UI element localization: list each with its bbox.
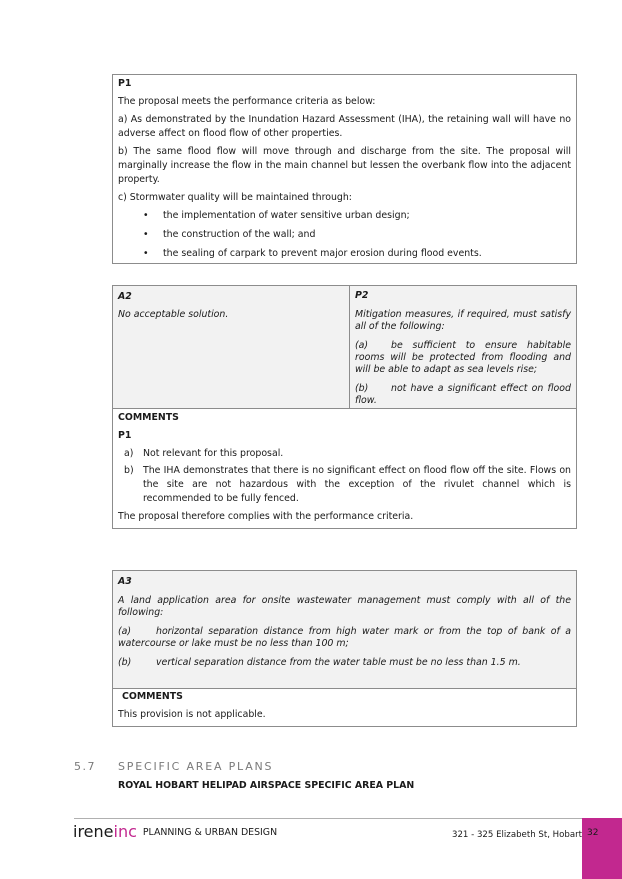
p2-b-marker: (b) xyxy=(355,383,369,394)
a3-b-text: vertical separation distance from the water table must be no less than 1.5 m. xyxy=(156,657,521,668)
list-item xyxy=(118,447,571,461)
p2-a-text: be sufficient to ensure habitable rooms will be protected from flooding and will be able to adapt as sea levels rise; xyxy=(355,340,571,375)
section-number: 5.7 xyxy=(74,760,96,773)
a3-comments-section xyxy=(113,690,576,722)
a3-intro: A land application area for onsite wastewater management must comply with all of the following: xyxy=(118,595,571,618)
a3-b-marker: (b) xyxy=(118,657,132,668)
comments-conclusion: The proposal therefore complies with the performance criteria. xyxy=(118,511,414,522)
list-item: • the implementation of water sensitive urban design; xyxy=(118,209,571,223)
comments-sub-heading: P1 xyxy=(118,430,132,441)
list-item: • the sealing of carpark to prevent major erosion during flood events. xyxy=(118,247,571,261)
a2-heading: A2 xyxy=(118,291,132,302)
p2-point-a xyxy=(355,340,571,376)
list-marker: a) xyxy=(124,448,134,459)
comments-heading: COMMENTS xyxy=(118,412,179,423)
list-marker: b) xyxy=(124,465,134,476)
section-title: SPECIFIC AREA PLANS xyxy=(118,760,274,773)
comments-heading: COMMENTS xyxy=(122,691,183,702)
list-item xyxy=(118,464,571,506)
section-subtitle: ROYAL HOBART HELIPAD AIRSPACE SPECIFIC AREA PLAN xyxy=(118,780,415,791)
acceptable-solution-cell xyxy=(113,286,350,408)
criteria-row xyxy=(113,286,576,409)
a3-a-text: horizontal separation distance from high water mark or from the top of bank of a watercourse or lake must be no less than 100 m; xyxy=(118,626,571,649)
logo-text-inc: inc xyxy=(113,822,137,841)
p2-heading: P2 xyxy=(355,290,369,301)
list-item-text: The IHA demonstrates that there is no significant effect on flood flow off the site. Flows on the site are not hazardous with the exception of the rivulet channel which is recommended to be fully fenced. xyxy=(143,465,571,504)
p2-point-b xyxy=(355,383,571,407)
p1-bullet-list xyxy=(118,209,571,261)
performance-criteria-cell xyxy=(350,286,576,408)
a2-text: No acceptable solution. xyxy=(118,309,229,320)
a3-a-marker: (a) xyxy=(118,626,132,637)
company-logo xyxy=(73,822,277,841)
a3-point-b xyxy=(118,657,571,669)
a3-heading: A3 xyxy=(118,576,132,587)
p1-heading: P1 xyxy=(118,78,132,89)
a3-cell xyxy=(113,571,576,689)
footer-address: 321 - 325 Elizabeth St, Hobart xyxy=(452,830,583,840)
comments-list xyxy=(118,447,571,506)
logo-text-irene: irene xyxy=(73,822,114,841)
list-item-text: Not relevant for this proposal. xyxy=(143,448,284,459)
p2-b-text: not have a significant effect on flood flow. xyxy=(355,383,571,406)
performance-criteria-box-p1 xyxy=(112,74,577,264)
comments-text: This provision is not applicable. xyxy=(118,709,266,720)
criteria-table-a2-p2 xyxy=(112,285,577,529)
p1-point-a: a) As demonstrated by the Inundation Hazard Assessment (IHA), the retaining wall will have no adverse affect on flood flow of other properties. xyxy=(118,114,571,139)
logo-tagline: PLANNING & URBAN DESIGN xyxy=(142,827,278,838)
list-item: • the construction of the wall; and xyxy=(118,228,571,242)
p1-intro: The proposal meets the performance criteria as below: xyxy=(118,96,376,107)
criteria-table-a3 xyxy=(112,570,577,727)
p2-a-marker: (a) xyxy=(355,340,369,351)
p2-intro: Mitigation measures, if required, must satisfy all of the following: xyxy=(355,309,571,332)
page-number: 32 xyxy=(587,828,599,838)
p1-point-b: b) The same flood flow will move through and discharge from the site. The proposal will marginally increase the flow in the main channel but lessen the overbank flow into the adjacent property. xyxy=(118,146,571,185)
p1-point-c: c) Stormwater quality will be maintained through: xyxy=(118,192,352,203)
a3-point-a xyxy=(118,626,571,650)
comments-section xyxy=(113,409,576,524)
footer-divider xyxy=(74,818,582,819)
